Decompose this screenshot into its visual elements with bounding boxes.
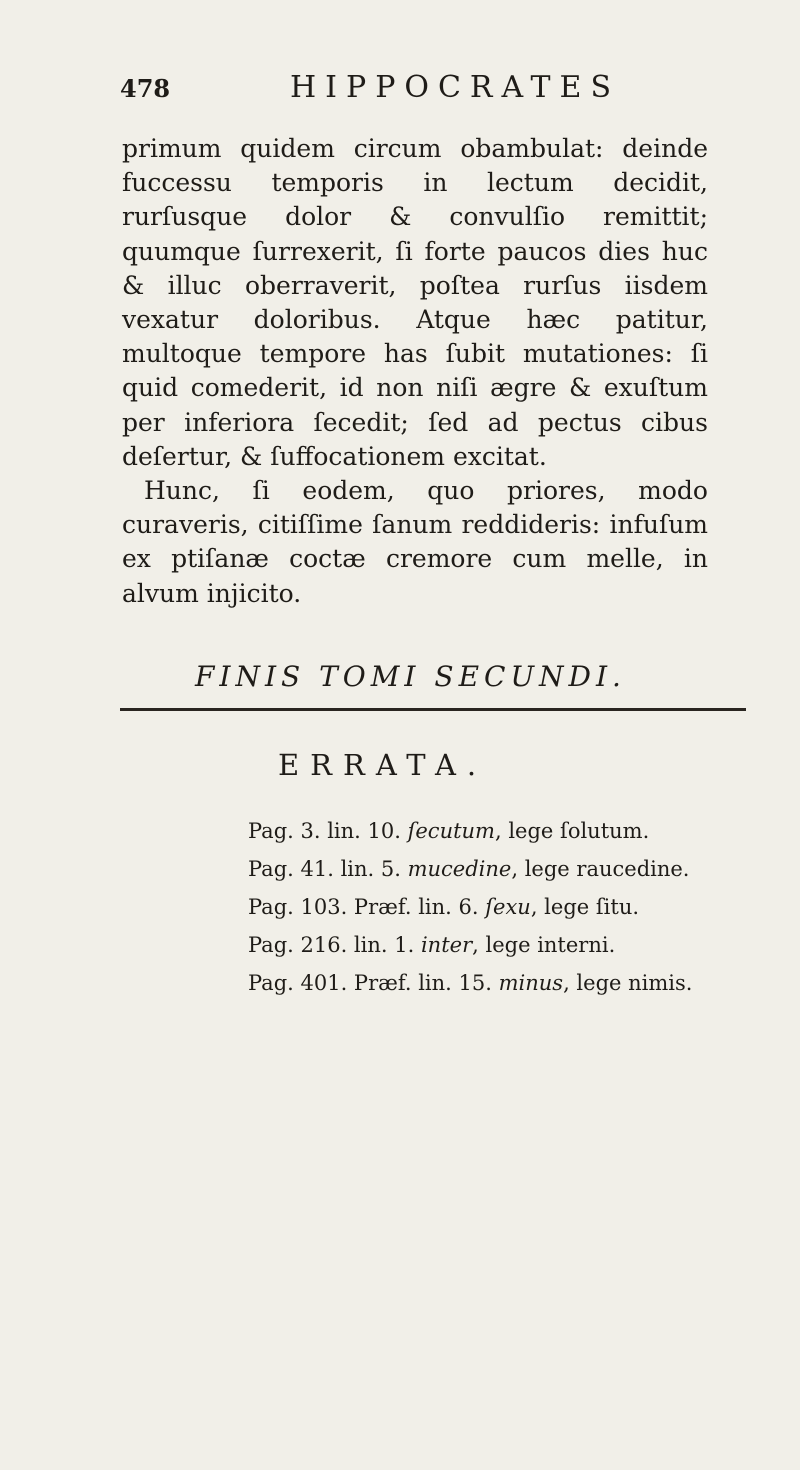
page-number: 478 (120, 74, 171, 103)
errata-item (248, 850, 748, 888)
errata-wrong: minus (498, 971, 564, 995)
errata-ref: Pag. 41. lin. 5. (248, 857, 401, 881)
errata-sep: , lege (530, 895, 590, 919)
running-head: HIPPOCRATES (290, 70, 621, 105)
errata-correct: interni. (537, 933, 616, 957)
errata-ref: Pag. 103. Præf. lin. 6. (248, 895, 479, 919)
errata-item (248, 926, 748, 964)
errata-sep: , lege (511, 857, 570, 881)
paragraph: primum quidem circum obambulat: deinde fuccessu temporis in lectum decidit, rurſusque dolor & convulſio remittit; quumque ſurrexerit, ſi forte paucos dies huc & illuc oberraverit, poſtea rurſus iisdem vexatur doloribus. Atque hæc patitur, multoque tempore has ſubit mutationes: ſi quid comederit, id non niſi ægre & exuſtum per inferiora ſecedit; ſed ad pectus cibus deſertur, & ſuffocationem excitat. (122, 134, 708, 471)
errata-correct: raucedine. (576, 857, 690, 881)
paragraph: Hunc, ſi eodem, quo priores, modo curaveris, citiſſime ſanum reddideris: infuſum ex ptiſanæ coctæ cremore cum melle, in alvum injicito. (122, 476, 708, 608)
body-text (122, 132, 708, 611)
errata-sep: , lege (494, 819, 554, 843)
errata-ref: Pag. 3. lin. 10. (248, 819, 401, 843)
errata-correct: ſolutum. (560, 819, 650, 843)
errata-correct: nimis. (628, 971, 693, 995)
errata-wrong: ſexu (485, 895, 531, 919)
finis-line: FINIS TOMI SECUNDI. (195, 660, 626, 693)
errata-title: ERRATA. (278, 748, 488, 782)
errata-wrong: mucedine (407, 857, 512, 881)
errata-item (248, 888, 748, 926)
errata-correct: ſitu. (595, 895, 640, 919)
errata-item (248, 964, 748, 1002)
errata-item (248, 812, 748, 850)
errata-ref: Pag. 216. lin. 1. (248, 933, 415, 957)
page-header (120, 70, 680, 110)
errata-sep: , lege (472, 933, 531, 957)
errata-wrong: ſecutum (407, 819, 495, 843)
horizontal-rule (120, 708, 746, 711)
errata-sep: , lege (563, 971, 622, 995)
errata-ref: Pag. 401. Præf. lin. 15. (248, 971, 492, 995)
errata-wrong: inter (420, 933, 473, 957)
errata-list (248, 812, 748, 1002)
